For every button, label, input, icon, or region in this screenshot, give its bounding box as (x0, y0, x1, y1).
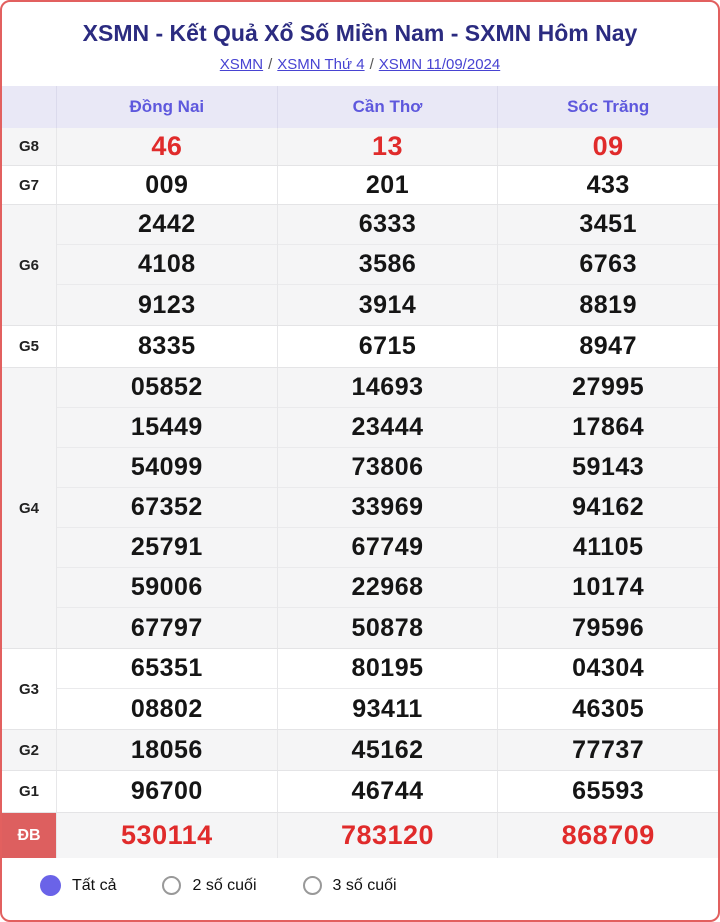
prize-number: 73806 (278, 448, 498, 488)
prize-label: G8 (18, 138, 39, 155)
filter-option[interactable] (162, 876, 256, 895)
prize-column (497, 368, 718, 648)
filter-option-label: Tất cả (72, 876, 117, 894)
prize-columns (56, 128, 718, 165)
prize-number: 201 (365, 170, 410, 199)
filter-option-label: 3 số cuối (332, 876, 397, 894)
breadcrumb-link[interactable]: XSMN (219, 56, 264, 73)
filter-option[interactable] (40, 875, 116, 896)
breadcrumb-separator: / (369, 56, 374, 73)
prize-column (497, 649, 718, 729)
prize-label: G7 (18, 176, 39, 194)
prize-number: 6715 (358, 332, 417, 360)
prize-column (57, 205, 277, 325)
prize-number: 27995 (498, 368, 718, 408)
prize-label: G4 (18, 499, 39, 517)
prize-number: 17864 (498, 408, 718, 448)
prize-columns (56, 771, 718, 812)
prize-label: G2 (18, 741, 39, 759)
prize-column (57, 813, 277, 858)
prize-columns (56, 730, 718, 770)
prize-column (57, 166, 277, 204)
prize-number: 50878 (351, 613, 424, 642)
prize-columns (56, 649, 718, 729)
prize-number: 67352 (57, 488, 277, 528)
prize-row-g6 (2, 204, 718, 325)
prize-column (277, 813, 498, 858)
prize-column (57, 368, 277, 648)
prize-column (277, 368, 498, 648)
prize-column (57, 730, 277, 770)
prize-row-g2 (2, 729, 718, 770)
prize-number: 8819 (579, 290, 637, 319)
prize-number: 009 (145, 170, 189, 199)
prize-row-g7 (2, 165, 718, 204)
prize-column (277, 166, 498, 204)
prize-number: 04304 (498, 649, 718, 689)
prize-column (57, 649, 277, 729)
prize-column (277, 649, 498, 729)
prize-column (277, 771, 498, 812)
prize-number: 46305 (572, 694, 645, 723)
prize-columns (56, 326, 718, 367)
filter-option[interactable] (303, 876, 397, 895)
prize-number: 4108 (57, 245, 277, 285)
prize-number: 22968 (278, 568, 498, 608)
table-body (2, 128, 718, 858)
prize-label: G3 (18, 680, 39, 698)
prize-label: G1 (18, 783, 39, 800)
prize-number: 3451 (498, 205, 718, 245)
prize-number: 54099 (57, 448, 277, 488)
prize-number: 18056 (130, 735, 203, 764)
prize-label: G6 (18, 256, 39, 274)
prize-number: 6333 (278, 205, 498, 245)
breadcrumb-link[interactable]: XSMN 11/09/2024 (378, 56, 501, 73)
prize-row-g4 (2, 367, 718, 648)
prize-column (497, 813, 718, 858)
prize-number: 93411 (352, 694, 423, 723)
radio-icon[interactable] (162, 876, 181, 895)
prize-number: 67797 (130, 613, 203, 642)
header-label-spacer (2, 86, 56, 128)
breadcrumb-link[interactable]: XSMN Thứ 4 (277, 56, 365, 73)
prize-label: ĐB (2, 813, 56, 858)
prize-number: 3586 (278, 245, 498, 285)
prize-number: 45162 (351, 735, 424, 764)
prize-number: 33969 (278, 488, 498, 528)
prize-number: 9123 (138, 290, 196, 319)
column-header: Đồng Nai (56, 86, 277, 128)
prize-number: 8335 (138, 332, 196, 360)
prize-column (277, 128, 498, 165)
prize-number: 46744 (351, 777, 424, 805)
prize-column (57, 128, 277, 165)
prize-number: 10174 (498, 568, 718, 608)
prize-column (277, 205, 498, 325)
filter-options (2, 858, 718, 896)
prize-columns (56, 368, 718, 648)
prize-number: 3914 (358, 290, 417, 319)
prize-column (497, 771, 718, 812)
prize-column (497, 166, 718, 204)
prize-column (277, 326, 498, 367)
radio-selected-icon[interactable] (40, 875, 61, 896)
prize-number: 59143 (498, 448, 718, 488)
filter-option-label: 2 số cuối (192, 876, 257, 894)
prize-number: 6763 (498, 245, 718, 285)
prize-number: 09 (592, 131, 624, 161)
prize-number: 46 (151, 131, 183, 161)
prize-number: 59006 (57, 568, 277, 608)
prize-column (57, 326, 277, 367)
prize-number: 868709 (561, 820, 655, 850)
prize-number: 65593 (572, 777, 645, 805)
prize-label: G5 (18, 338, 39, 355)
prize-number: 8947 (579, 332, 637, 360)
prize-column (277, 730, 498, 770)
prize-number: 25791 (57, 528, 277, 568)
prize-number: 77737 (572, 735, 645, 764)
column-header: Cần Thơ (277, 86, 498, 128)
table-header-row (2, 86, 718, 128)
prize-number: 80195 (278, 649, 498, 689)
prize-number: 96700 (130, 777, 203, 805)
prize-column (497, 730, 718, 770)
prize-number: 94162 (498, 488, 718, 528)
prize-number: 08802 (130, 694, 203, 723)
prize-row-g5 (2, 325, 718, 367)
prize-column (497, 326, 718, 367)
prize-number: 13 (371, 131, 404, 161)
prize-number: 41105 (498, 528, 718, 568)
prize-columns (56, 166, 718, 204)
prize-number: 783120 (340, 820, 435, 850)
prize-row-g3 (2, 648, 718, 729)
prize-number: 15449 (57, 408, 277, 448)
breadcrumb-separator: / (268, 56, 273, 73)
prize-number: 530114 (121, 820, 213, 850)
prize-number: 05852 (57, 368, 277, 408)
prize-columns (56, 205, 718, 325)
prize-row-db (2, 812, 718, 858)
prize-columns (56, 813, 718, 858)
page-title: XSMN - Kết Quả Xổ Số Miền Nam - SXMN Hôm Nay (82, 20, 638, 46)
prize-number: 65351 (57, 649, 277, 689)
prize-column (497, 128, 718, 165)
prize-row-g8 (2, 128, 718, 165)
prize-number: 433 (586, 170, 630, 199)
prize-number: 2442 (57, 205, 277, 245)
prize-column (497, 205, 718, 325)
prize-row-g1 (2, 770, 718, 812)
prize-number: 14693 (278, 368, 498, 408)
prize-number: 23444 (278, 408, 498, 448)
prize-number: 79596 (572, 613, 645, 642)
radio-icon[interactable] (303, 876, 322, 895)
results-table (2, 86, 718, 858)
prize-column (57, 771, 277, 812)
column-header: Sóc Trăng (497, 86, 718, 128)
breadcrumb (2, 56, 718, 73)
prize-number: 67749 (278, 528, 498, 568)
